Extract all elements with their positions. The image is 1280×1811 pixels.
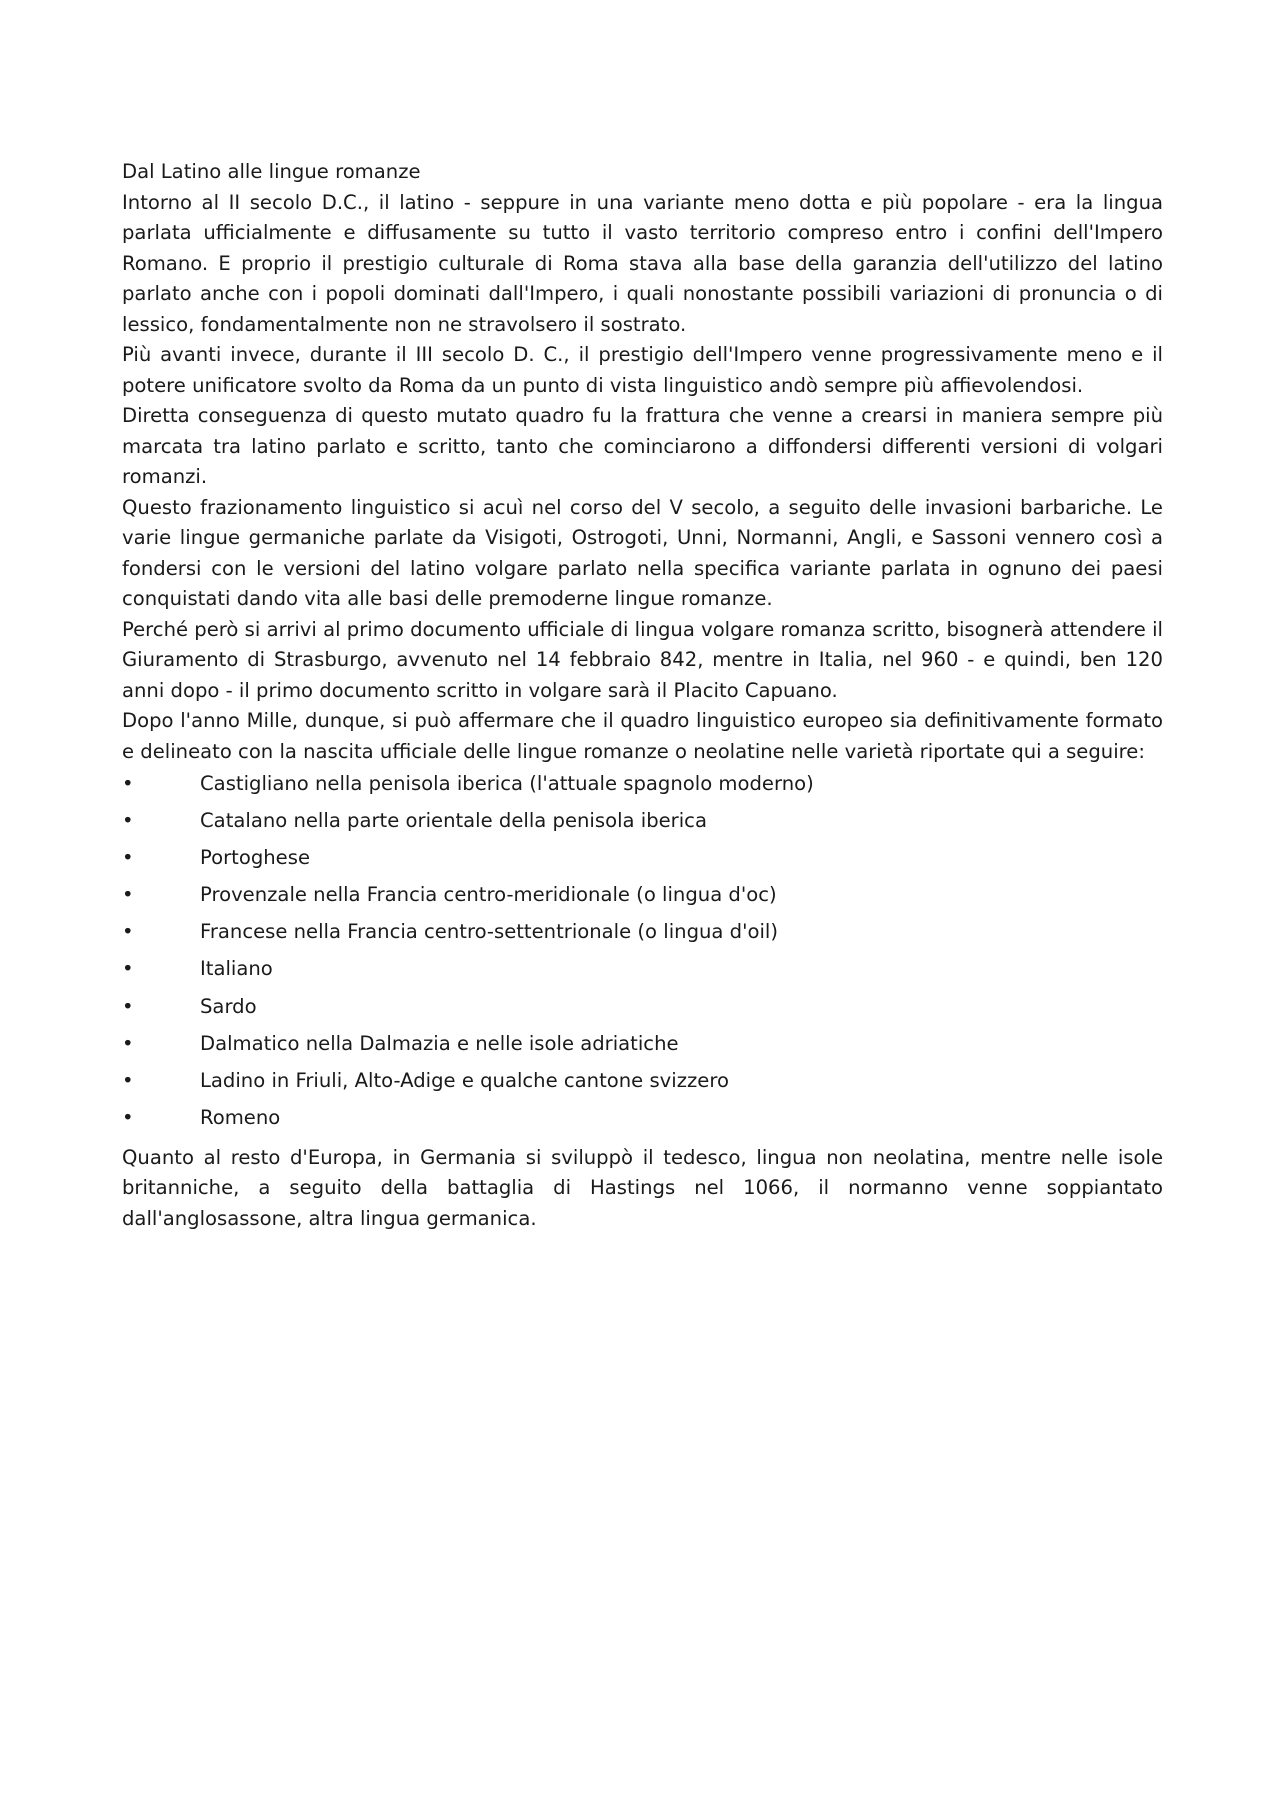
bullet-icon: • (122, 772, 134, 795)
list-item-text: Ladino in Friuli, Alto-Adige e qualche cantone svizzero (200, 1068, 729, 1092)
list-item (122, 769, 1163, 806)
paragraph-consequence: Diretta conseguenza di questo mutato quadro fu la frattura che venne a crearsi in maniera sempre più marcata tra latino parlato e scritto, tanto che cominciarono a diffondersi differenti versioni di volgari romanzi. (122, 404, 1163, 488)
list-item-text: Dalmatico nella Dalmazia e nelle isole adriatiche (200, 1031, 679, 1055)
bullet-icon: • (122, 994, 134, 1018)
bullet-icon: • (122, 846, 134, 870)
list-item (122, 806, 1163, 843)
bullet-icon: • (122, 920, 134, 944)
bullet-icon: • (122, 1068, 134, 1092)
paragraph-third-century: Più avanti invece, durante il III secolo D. C., il prestigio dell'Impero venne progressivamente meno e il potere unificatore svolto da Roma da un punto di vista linguistico andò sempre più affievolendosi. (122, 343, 1163, 397)
paragraph-intro: Intorno al II secolo D.C., il latino - seppure in una variante meno dotta e più popolare - era la lingua parlata ufficialmente e diffusamente su tutto il vasto territorio compreso entro i confini dell'Impero Romano. E proprio il prestigio culturale di Roma stava alla base della garanzia dell'utilizzo del latino parlato anche con i popoli dominati dall'Impero, i quali nonostante possibili variazioni di pronuncia o di lessico, fondamentalmente non ne stravolsero il sostrato. (122, 190, 1163, 336)
bullet-icon: • (122, 1105, 134, 1129)
bullet-icon: • (122, 1031, 134, 1055)
list-item-text: Castigliano nella penisola iberica (l'attuale spagnolo moderno) (200, 772, 814, 795)
bullet-icon: • (122, 809, 134, 833)
bullet-icon: • (122, 957, 134, 981)
paragraph-rest-of-europe: Quanto al resto d'Europa, in Germania si sviluppò il tedesco, lingua non neolatina, mentre nelle isole britanniche, a seguito della battaglia di Hastings nel 1066, il normanno venne soppiantato dall'anglosassone, altra lingua germanica. (122, 1145, 1163, 1230)
list-item (122, 880, 1163, 917)
list-item (122, 992, 1163, 1029)
paragraph-after-mille: Dopo l'anno Mille, dunque, si può affermare che il quadro linguistico europeo sia definitivamente formato e delineato con la nascita ufficiale delle lingue romanze o neolatine nelle varietà riportate qui a seguire: (122, 709, 1163, 763)
list-item-text: Francese nella Francia centro-settentrionale (o lingua d'oil) (200, 920, 779, 944)
list-item (122, 843, 1163, 880)
list-item-text: Provenzale nella Francia centro-meridionale (o lingua d'oc) (200, 883, 777, 907)
list-item-text: Italiano (200, 957, 273, 981)
list-item (122, 954, 1163, 991)
romance-languages-list (122, 769, 1163, 1140)
list-item-text: Sardo (200, 994, 257, 1018)
paragraph-first-documents: Perché però si arrivi al primo documento ufficiale di lingua volgare romanza scritto, bisognerà attendere il Giuramento di Strasburgo, avvenuto nel 14 febbraio 842, mentre in Italia, nel 960 - e quindi, ben 120 anni dopo - il primo documento scritto in volgare sarà il Placito Capuano. (122, 617, 1163, 702)
bullet-icon: • (122, 883, 134, 907)
list-item-text: Portoghese (200, 846, 311, 870)
document-title: Dal Latino alle lingue romanze (122, 160, 421, 183)
list-item (122, 917, 1163, 954)
paragraph-invasions: Questo frazionamento linguistico si acuì nel corso del V secolo, a seguito delle invasioni barbariche. Le varie lingue germaniche parlate da Visigoti, Ostrogoti, Unni, Normanni, Angli, e Sassoni vennero così a fondersi con le versioni del latino volgare parlato nella specifica variante parlata in ognuno dei paesi conquistati dando vita alle basi delle premoderne lingue romanze. (122, 495, 1163, 610)
list-item (122, 1103, 1163, 1140)
list-item (122, 1066, 1163, 1103)
list-item-text: Catalano nella parte orientale della penisola iberica (200, 809, 707, 833)
document-body (122, 157, 1163, 1234)
list-item-text: Romeno (200, 1105, 281, 1129)
list-item (122, 1029, 1163, 1066)
